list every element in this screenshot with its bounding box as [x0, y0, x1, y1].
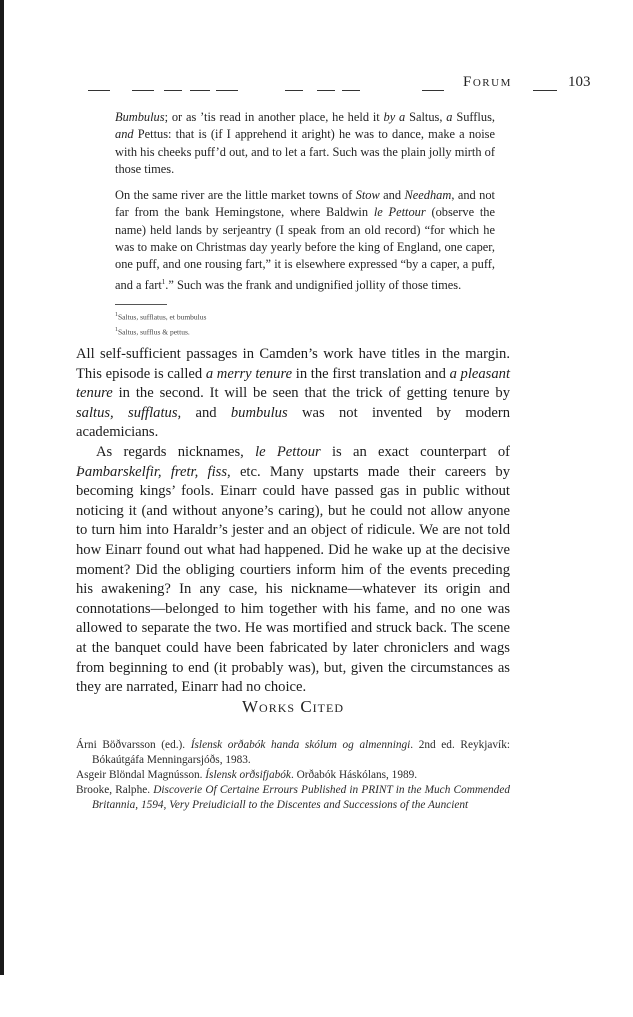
- running-head-title: Forum: [463, 74, 512, 90]
- page-edge-bar: [0, 0, 4, 975]
- body-text: [76, 345, 510, 698]
- header-rule: [422, 90, 444, 91]
- footnote-2: $^1$Saltus, sufflus & pettus.: [115, 326, 190, 337]
- header-rule: [317, 90, 335, 91]
- reference-entry: Brooke, Ralphe. Discoverie Of Certaine Errours Published in PRINT in the Much Commended Britannia, 1594, Very Preiudiciall to the Discentes and Successions of the Auncient: [76, 784, 510, 811]
- header-rule: [216, 90, 238, 91]
- body-paragraph: All self-sufficient passages in Camden’s work have titles in the margin. This episode is called a merry tenure in the first translation and a pleasant tenure in the second. It will be seen that the trick of getting tenure by saltus, sufflatus, and bumbulus was not invented by modern academicians.: [76, 346, 511, 441]
- block-quote: [115, 109, 495, 338]
- works-cited-list: [76, 738, 510, 813]
- footnote-rule: [115, 304, 167, 305]
- quote-paragraph: Bumbulus; or as ’tis read in another place, he held it by a Saltus, a Sufflus, and Pettus: that is (if I apprehend it aright) he was to dance, make a noise with his cheeks puff’d out, and to let a fart. Such was the plain jolly mirth of those times.: [115, 110, 495, 176]
- running-header: [80, 72, 591, 96]
- body-paragraph: As regards nicknames, le Pettour is an exact counterpart of Þambarskelfir, fretr, fiss, etc. Many upstarts made their careers by becoming kings’ fools. Einarr could have passed gas in public without noticing it (and without anyone’s caring), but he could not allow anyone to turn him into Haraldr’s jester and an object of ridicule. We are not told how Einarr found out what had happened. Did he wake up at the decisive moment? Did the obliging courtiers inform him of the events preceding his awakening? In any case, his nickname—whatever its origin and connotations—belonged to him together with his fame, and no one was allowed to separate the two. He was mortified and struck back. The scene at the banquet could have been fabricated by later chroniclers and wags from beginning to end (it probably was), but, given the circumstances as they are narrated, Einarr had no choice.: [76, 443, 511, 696]
- page-number: 103: [568, 74, 591, 90]
- header-rule: [88, 90, 110, 91]
- header-rule: [285, 90, 303, 91]
- header-rule: [190, 90, 210, 91]
- reference-entry: Asgeir Blöndal Magnússon. Íslensk orðsifjabók. Orðabók Háskólans, 1989.: [76, 769, 418, 781]
- quote-paragraph: On the same river are the little market towns of Stow and Needham, and not far from the bank Hemingstone, where Baldwin le Pettour (observe the name) held lands by serjeantry (I speak from an old record) “for which he was to make on Christmas day yearly before the king of England, one caper, one puff, and one rousing fart,” it is elsewhere expressed “by a caper, a puff, and a fart$^1$.” Such was the frank and undignified jollity of those times.: [115, 188, 496, 292]
- footnote-1: $^1$Saltus, sufflatus, et bumbulus: [115, 312, 207, 322]
- reference-entry: Árni Böðvarsson (ed.). Íslensk orðabók handa skólum og almenningi. 2nd ed. Reykjavík: Bókaútgáfa Menningarsjóðs, 1983.: [76, 739, 510, 766]
- header-rule: [342, 90, 360, 91]
- header-rule: [164, 90, 182, 91]
- header-rule: [132, 90, 154, 91]
- header-rule: [533, 90, 557, 91]
- works-cited-heading: Works Cited: [242, 697, 344, 716]
